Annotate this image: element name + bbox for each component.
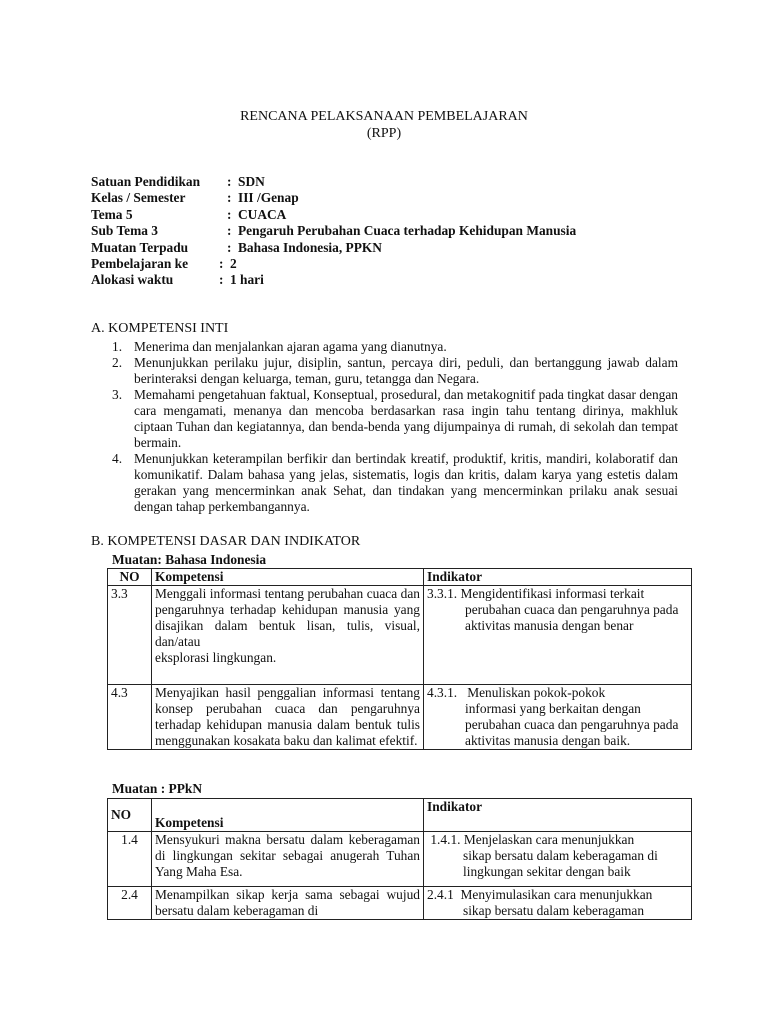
identity-label: Muatan Terpadu <box>91 239 189 255</box>
header-kompetensi: Kompetensi <box>152 569 424 586</box>
indikator-text: Menyimulasikan cara menunjukkan <box>460 887 653 902</box>
list-item <box>112 387 678 451</box>
kompetensi-text: Menggali informasi tentang perubahan cuaca dan pengaruhnya terhadap kehidupan manusia yang disajikan dalam bentuk lisan, tulis, visual, dan/atau <box>155 586 420 649</box>
identity-label: Kelas / Semester <box>91 190 186 206</box>
header-indikator: Indikator <box>424 799 692 832</box>
indikator-text-cont: informasi yang berkaitan dengan perubahan cuaca dan pengaruhnya pada aktivitas manusia dengan baik. <box>465 701 679 748</box>
cell-indikator <box>424 887 692 920</box>
table-header-row <box>108 569 692 586</box>
cell-kompetensi: Menampilkan sikap kerja sama sebagai wujud bersatu dalam keberagaman di <box>152 887 424 920</box>
identity-sep: : <box>227 174 232 189</box>
identity-sep: : <box>227 190 232 206</box>
cell-no: 4.3 <box>108 685 152 750</box>
list-item-text: Memahami pengetahuan faktual, Konseptual, prosedural, dan metakognitif pada tingkat dasar dengan cara mengamati, menanya dan mencoba berdasarkan rasa ingin tahu tentang dirinya, makhluk ciptaan Tuhan dan kegiatannya, dan benda-benda yang dijumpainya di rumah, di sekolah dan tempat bermain. <box>134 387 679 450</box>
indikator-text-cont: perubahan cuaca dan pengaruhnya pada aktivitas manusia dengan benar <box>465 602 679 633</box>
identity-value: SDN <box>238 174 265 189</box>
cell-kompetensi: Menyajikan hasil penggalian informasi tentang konsep perubahan cuaca dan pengaruhnya terhadap kehidupan manusia dalam bentuk tulis menggunakan kosakata baku dan kalimat efektif. <box>152 685 424 750</box>
table-row <box>108 586 692 685</box>
cell-no: 3.3 <box>108 586 152 685</box>
cell-kompetensi: Mensyukuri makna bersatu dalam keberagaman di lingkungan sekitar sebagai anugerah Tuhan Yang Maha Esa. <box>152 832 424 887</box>
indikator-text: Mengidentifikasi informasi terkait <box>460 586 645 601</box>
cell-no: 1.4 <box>108 832 152 887</box>
list-item-text: Menerima dan menjalankan ajaran agama yang dianutnya. <box>134 339 447 354</box>
header-no: NO <box>108 799 152 832</box>
identity-value: III /Genap <box>238 190 299 206</box>
kompetensi-text-cont: eksplorasi lingkungan. <box>155 650 277 665</box>
indikator-text-cont: sikap bersatu dalam keberagaman <box>463 903 645 918</box>
section-a-heading: A. KOMPETENSI INTI <box>91 321 229 336</box>
indikator-text-cont: sikap bersatu dalam keberagaman di lingkungan sekitar dengan baik <box>463 848 658 879</box>
table-bahasa-indonesia <box>107 568 692 750</box>
kompetensi-inti-list <box>112 339 678 515</box>
table-ppkn <box>107 798 692 920</box>
table-row <box>108 887 692 920</box>
identity-value: 2 <box>230 255 237 271</box>
list-item <box>112 451 678 515</box>
identity-label: Pembelajaran ke <box>91 255 189 271</box>
list-item <box>112 355 678 387</box>
cell-indikator <box>424 586 692 685</box>
identity-sep: : <box>219 255 224 271</box>
cell-no: 2.4 <box>108 887 152 920</box>
list-item-number: 4. <box>112 451 123 466</box>
list-item <box>112 339 678 355</box>
identity-sep: : <box>219 272 224 288</box>
identity-value: Pengaruh Perubahan Cuaca terhadap Kehidupan Manusia <box>238 223 577 239</box>
header-no: NO <box>108 569 152 586</box>
document-title: RENCANA PELAKSANAAN PEMBELAJARAN <box>240 109 528 124</box>
identity-sep: : <box>227 239 232 255</box>
document-subtitle: (RPP) <box>366 126 402 141</box>
indikator-number: 2.4.1 <box>427 887 454 902</box>
identity-label: Tema 5 <box>91 206 133 222</box>
indikator-text: Menjelaskan cara menunjukkan <box>463 832 635 847</box>
identity-value: CUACA <box>238 206 287 222</box>
indikator-number: 3.3.1. <box>427 586 458 601</box>
indikator-number: 4.3.1. <box>427 685 458 700</box>
cell-kompetensi <box>152 586 424 685</box>
indikator-text: Menuliskan pokok-pokok <box>467 685 606 700</box>
list-item-number: 1. <box>112 339 123 354</box>
cell-indikator <box>424 685 692 750</box>
table-row <box>108 832 692 887</box>
list-item-number: 3. <box>112 387 123 402</box>
table-header-row <box>108 799 692 832</box>
list-item-number: 2. <box>112 355 123 370</box>
section-b-heading: B. KOMPETENSI DASAR DAN INDIKATOR <box>91 534 361 549</box>
identity-value: Bahasa Indonesia, PPKN <box>238 239 382 255</box>
table-row <box>108 685 692 750</box>
header-kompetensi: Kompetensi <box>152 799 424 832</box>
subject-ppkn: Muatan : PPkN <box>112 781 203 796</box>
list-item-text: Menunjukkan perilaku jujur, disiplin, santun, percaya diri, peduli, dan bertanggung jawab dalam berinteraksi dengan keluarga, teman, guru, tetangga dan Negara. <box>134 355 678 386</box>
identity-value: 1 hari <box>230 272 264 288</box>
identity-sep: : <box>227 223 232 239</box>
indikator-number: 1.4.1. <box>430 832 461 847</box>
identity-sep: : <box>227 206 232 222</box>
cell-indikator <box>424 832 692 887</box>
identity-label: Alokasi waktu <box>91 272 174 288</box>
header-indikator: Indikator <box>424 569 692 586</box>
subject-bahasa-indonesia: Muatan: Bahasa Indonesia <box>112 552 267 567</box>
identity-label: Sub Tema 3 <box>91 223 158 239</box>
list-item-text: Menunjukkan keterampilan berfikir dan bertindak kreatif, produktif, kritis, mandiri, kolaboratif dan komunikatif. Dalam bahasa yang jelas, sistematis, logis dan kritis, dalam karya yang estetis dalam gerakan yang mencerminkan anak Sehat, dan tindakan yang mencerminkan prilaku anak sesuai dengan tahap perkembangannya. <box>134 451 678 514</box>
identity-label: Satuan Pendidikan <box>91 174 201 189</box>
